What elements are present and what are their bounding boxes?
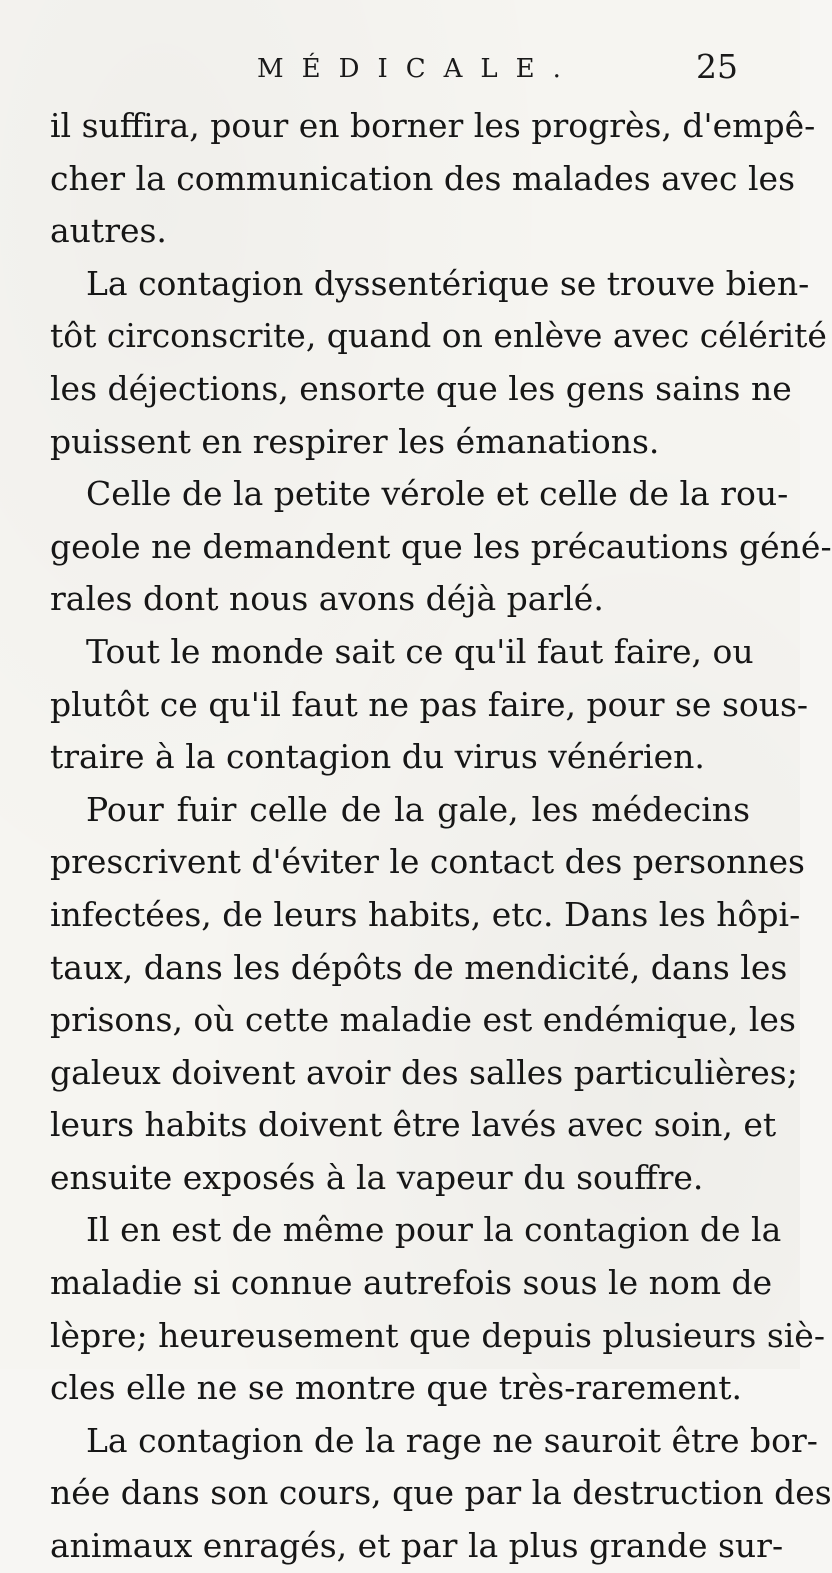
text-line: puissent en respirer les émanations.: [50, 421, 660, 461]
text-line: ensuite exposés à la vapeur du souffre.: [50, 1157, 704, 1197]
running-title: MÉDICALE.: [257, 54, 579, 84]
text-line: Tout le monde sait ce qu'il faut faire, ou: [86, 631, 754, 671]
text-line: galeux doivent avoir des salles particulières;: [50, 1052, 798, 1092]
text-line: les déjections, ensorte que les gens sains ne: [50, 368, 792, 408]
text-line: il suffira, pour en borner les progrès, d'empê-: [50, 106, 816, 145]
text-line: Celle de la petite vérole et celle de la rou-: [86, 474, 789, 514]
text-line: animaux enragés, et par la plus grande sur-: [50, 1526, 784, 1566]
text-line: prisons, où cette maladie est endémique, les: [50, 1000, 796, 1040]
text-line: Pour fuir celle de la gale, les médecins: [86, 789, 750, 829]
text-line: tôt circonscrite, quand on enlève avec célérité: [50, 316, 827, 356]
text-line: infectées, de leurs habits, etc. Dans les hôpi-: [50, 894, 801, 934]
text-line: La contagion de la rage ne sauroit être bor-: [86, 1420, 818, 1460]
body-text: [50, 100, 832, 1573]
text-line: cles elle ne se montre que très-rarement.: [50, 1368, 742, 1408]
text-line: née dans son cours, que par la destruction des: [50, 1473, 832, 1513]
text-line: lèpre; heureusement que depuis plusieurs siè-: [50, 1315, 825, 1355]
text-line: rales dont nous avons déjà parlé.: [50, 579, 604, 619]
text-line: prescrivent d'éviter le contact des personnes: [50, 842, 805, 882]
text-line: cher la communication des malades avec les: [50, 158, 796, 198]
text-line: taux, dans les dépôts de mendicité, dans les: [50, 947, 788, 987]
text-line: geole ne demandent que les précautions géné-: [50, 526, 832, 566]
running-head: [50, 46, 750, 96]
text-line: Il en est de même pour la contagion de la: [86, 1210, 782, 1250]
page-number: 25: [696, 47, 738, 86]
text-line: plutôt ce qu'il faut ne pas faire, pour se sous-: [50, 684, 809, 724]
text-line: maladie si connue autrefois sous le nom de: [50, 1263, 773, 1303]
text-line: autres.: [50, 211, 167, 251]
text-line: traire à la contagion du virus vénérien.: [50, 737, 705, 777]
text-line: La contagion dyssentérique se trouve bien-: [86, 263, 810, 303]
text-line: leurs habits doivent être lavés avec soin, et: [50, 1105, 777, 1145]
